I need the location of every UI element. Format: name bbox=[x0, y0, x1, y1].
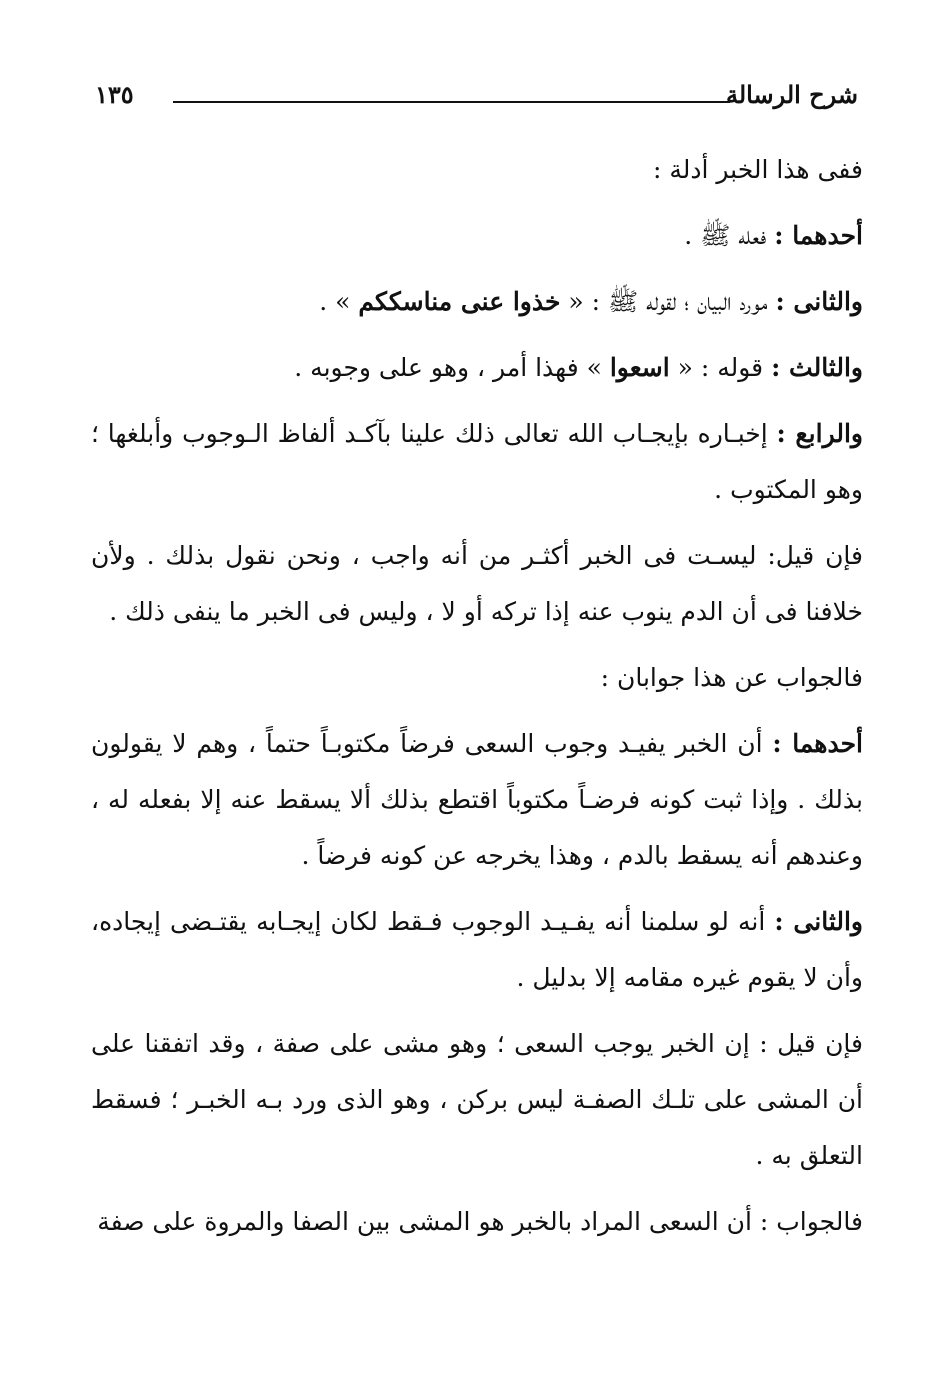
paragraph bbox=[91, 274, 863, 330]
paragraph-lead: والثانى : bbox=[775, 287, 863, 316]
header-rule bbox=[173, 101, 730, 103]
paragraph bbox=[91, 208, 863, 264]
paragraph-lead: والرابع : bbox=[776, 419, 863, 448]
paragraph-text: مورد البيان ؛ لقوله ﷺ : « bbox=[560, 287, 768, 316]
paragraph-text: فإن قيل : إن الخبر يوجب السعى ؛ وهو مشى على صفة ، وقد اتفقنا على أن المشى على تلـك الصفـة ليس بركن ، وهو الذى ورد بـه الخبـر ؛ فسقط التعلق به . bbox=[91, 1029, 863, 1170]
paragraph-tail: » فهذا أمر ، وهو على وجوبه . bbox=[294, 353, 610, 382]
paragraph-lead: أحدهما : bbox=[772, 729, 863, 758]
paragraph bbox=[91, 528, 863, 640]
paragraph-text: فالجواب عن هذا جوابان : bbox=[600, 663, 863, 692]
paragraph-text: قوله : « bbox=[669, 353, 764, 382]
paragraph bbox=[91, 340, 863, 396]
paragraph-lead: والثالث : bbox=[771, 353, 863, 382]
body-text bbox=[91, 142, 863, 1260]
paragraph-text: إخبـاره بإيجـاب الله تعالى ذلك علينا بآكـد ألفاظ الـوجوب وأبلغها ؛ وهو المكتوب . bbox=[91, 419, 863, 504]
running-header bbox=[95, 80, 858, 120]
quran-quote: اسعوا bbox=[609, 353, 670, 382]
paragraph bbox=[91, 406, 863, 518]
paragraph bbox=[91, 1194, 863, 1250]
paragraph bbox=[91, 716, 863, 884]
paragraph-lead: والثانى : bbox=[774, 907, 864, 936]
paragraph-text: فعله ﷺ . bbox=[684, 221, 767, 250]
paragraph-text: أن الخبر يفيـد وجوب السعى فرضاً مكتوبـاً حتماً ، وهم لا يقولون بذلك . وإذا ثبت كونه فرضـاً مكتوباً اقتطع بذلك ألا يسقط عنه إلا بفعله له ، وعندهم أنه يسقط بالدم ، وهذا يخرجه عن كونه فرضاً . bbox=[91, 729, 863, 870]
paragraph-text: فإن قيل: ليسـت فى الخبر أكثـر من أنه واجب ، ونحن نقول بذلك . ولأن خلافنا فى أن الدم ينوب عنه إذا تركه أو لا ، وليس فى الخبر ما ينفى ذلك . bbox=[91, 541, 863, 626]
running-title: شرح الرسالة bbox=[725, 80, 858, 109]
paragraph bbox=[91, 650, 863, 706]
paragraph-text: ففى هذا الخبر أدلة : bbox=[652, 155, 863, 184]
paragraph-text: أنه لو سلمنا أنه يفـيـد الوجوب فـقط لكان إيجـابه يقتـضى إيجاده، وأن لا يقوم غيره مقامه إلا بدليل . bbox=[91, 907, 863, 992]
hadith-quote: خذوا عنى مناسككم bbox=[358, 287, 561, 316]
paragraph-tail: » . bbox=[319, 287, 359, 316]
paragraph bbox=[91, 894, 863, 1006]
paragraph bbox=[91, 142, 863, 198]
page-number: ١٣٥ bbox=[95, 80, 134, 109]
paragraph bbox=[91, 1016, 863, 1184]
paragraph-lead: أحدهما : bbox=[774, 221, 863, 250]
paragraph-text: فالجواب : أن السعى المراد بالخبر هو المشى بين الصفا والمروة على صفة bbox=[97, 1207, 863, 1236]
